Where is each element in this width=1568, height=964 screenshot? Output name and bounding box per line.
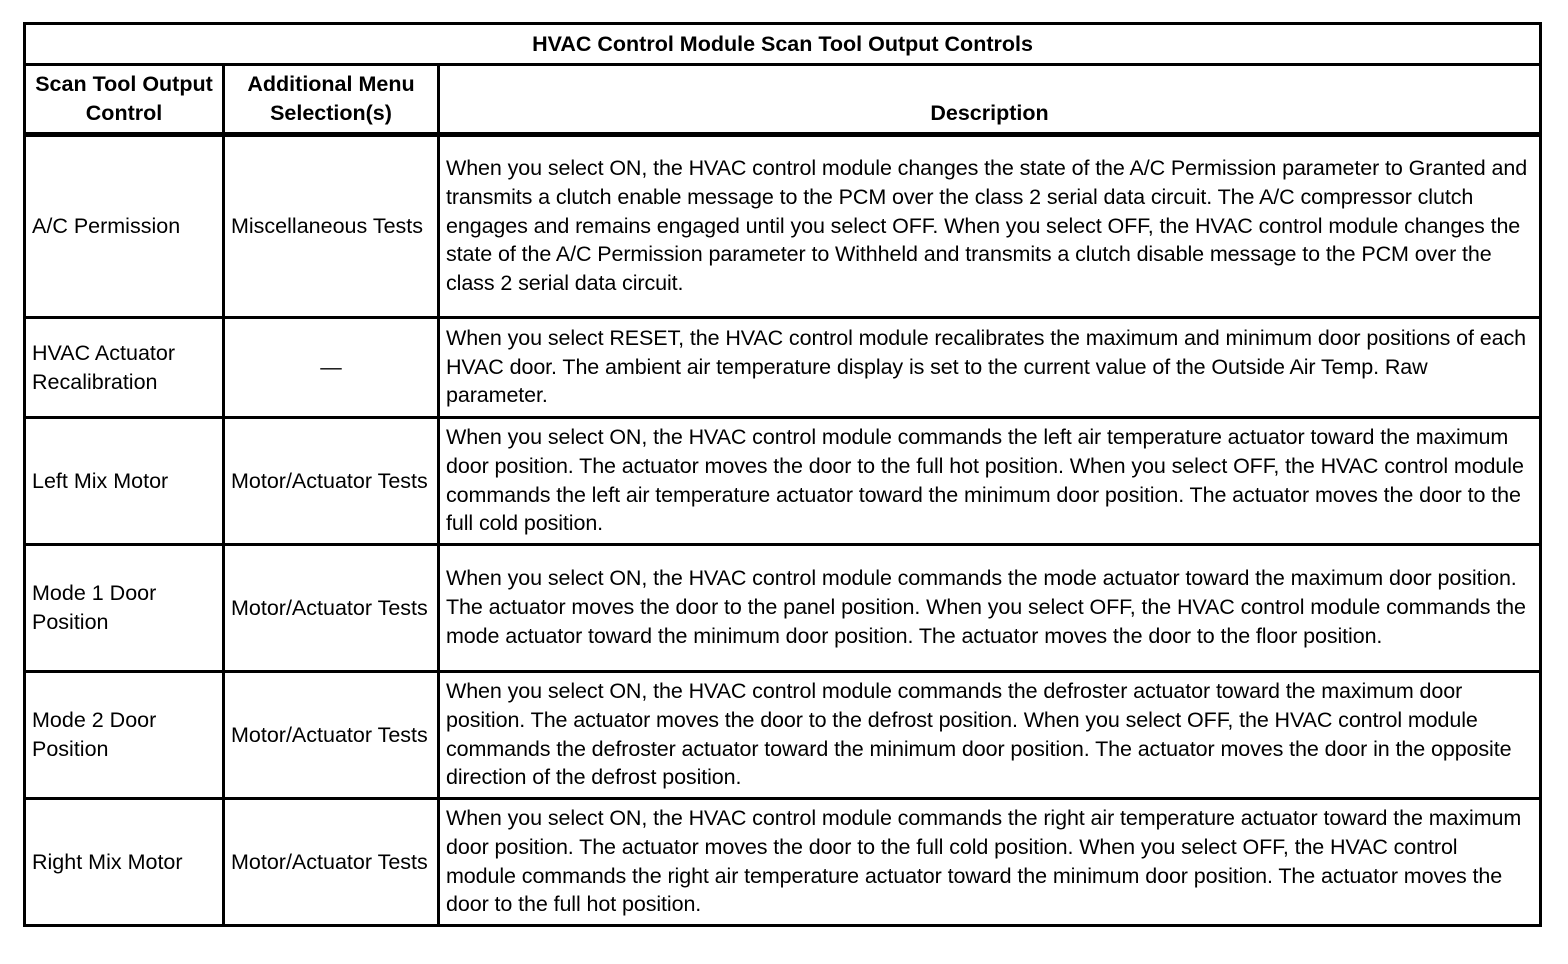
output-control-cell: Right Mix Motor [25,799,224,926]
output-control-cell: Mode 1 Door Position [25,545,224,672]
description-cell: When you select ON, the HVAC control module commands the right air temperature actuator toward the maximum door position. The actuator moves the door to the full cold position. When you select OFF, the HVAC control module commands the right air temperature actuator toward the minimum door position. The actuator moves the door to the full hot position. [439,799,1541,926]
menu-selection-cell: Miscellaneous Tests [224,135,439,318]
description-cell: When you select ON, the HVAC control module commands the defroster actuator toward the maximum door position. The actuator moves the door to the defrost position. When you select OFF, the HVAC control module commands the defroster actuator toward the minimum door position. The actuator moves the door in the opposite direction of the defrost position. [439,672,1541,799]
table-row [25,545,1541,672]
header-output-control: Scan Tool Output Control [25,65,224,135]
title-row [25,24,1541,65]
table-row [25,318,1541,418]
header-row [25,65,1541,135]
output-control-cell: Mode 2 Door Position [25,672,224,799]
description-cell: When you select ON, the HVAC control module commands the left air temperature actuator toward the maximum door position. The actuator moves the door to the full hot position. When you select OFF, the HVAC control module commands the left air temperature actuator toward the minimum door position. The actuator moves the door to the full cold position. [439,418,1541,545]
table-row [25,672,1541,799]
description-cell: When you select ON, the HVAC control module commands the mode actuator toward the maximum door position. The actuator moves the door to the panel position. When you select OFF, the HVAC control module commands the mode actuator toward the minimum door position. The actuator moves the door to the floor position. [439,545,1541,672]
table-title: HVAC Control Module Scan Tool Output Controls [25,24,1541,65]
table-row [25,135,1541,318]
output-control-cell: A/C Permission [25,135,224,318]
table-row [25,799,1541,926]
description-cell: When you select ON, the HVAC control module changes the state of the A/C Permission parameter to Granted and transmits a clutch enable message to the PCM over the class 2 serial data circuit. The A/C compressor clutch engages and remains engaged until you select OFF. When you select OFF, the HVAC control module changes the state of the A/C Permission parameter to Withheld and transmits a clutch disable message to the PCM over the class 2 serial data circuit. [439,135,1541,318]
menu-selection-cell: — [224,318,439,418]
header-menu-selections: Additional Menu Selection(s) [224,65,439,135]
output-control-cell: HVAC Actuator Recalibration [25,318,224,418]
menu-selection-cell: Motor/Actuator Tests [224,545,439,672]
output-control-cell: Left Mix Motor [25,418,224,545]
header-description: Description [439,65,1541,135]
menu-selection-cell: Motor/Actuator Tests [224,418,439,545]
description-cell: When you select RESET, the HVAC control module recalibrates the maximum and minimum door positions of each HVAC door. The ambient air temperature display is set to the current value of the Outside Air Temp. Raw parameter. [439,318,1541,418]
table-row [25,418,1541,545]
menu-selection-cell: Motor/Actuator Tests [224,672,439,799]
menu-selection-cell: Motor/Actuator Tests [224,799,439,926]
output-controls-table [23,22,1542,927]
